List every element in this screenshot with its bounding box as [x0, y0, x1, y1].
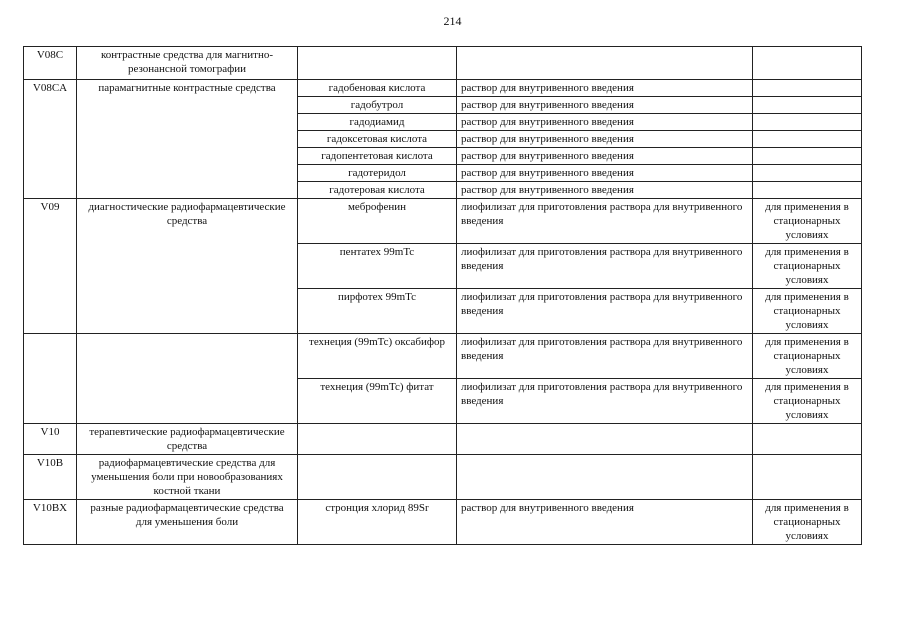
drug-name: гадотеридол	[298, 165, 457, 182]
drug-name	[298, 455, 457, 500]
drug-name: пирфотех 99mTc	[298, 289, 457, 334]
table-row	[24, 334, 862, 379]
dosage-form: лиофилизат для приготовления раствора для внутривенного введения	[457, 199, 753, 244]
table-row	[24, 424, 862, 455]
drug-name: гадобутрол	[298, 97, 457, 114]
usage-note: для применения в стационарных условиях	[753, 334, 862, 379]
usage-note	[753, 182, 862, 199]
group-name: терапевтические радиофармацевтические средства	[77, 424, 298, 455]
dosage-form: раствор для внутривенного введения	[457, 182, 753, 199]
table-row	[24, 199, 862, 244]
drug-name: технеция (99mTc) оксабифор	[298, 334, 457, 379]
usage-note	[753, 97, 862, 114]
drug-name: гадодиамид	[298, 114, 457, 131]
atc-code	[24, 334, 77, 424]
usage-note	[753, 455, 862, 500]
drug-name: гадобеновая кислота	[298, 80, 457, 97]
usage-note	[753, 114, 862, 131]
group-name: разные радиофармацевтические средства для уменьшения боли	[77, 500, 298, 545]
atc-code: V09	[24, 199, 77, 334]
dosage-form: лиофилизат для приготовления раствора для внутривенного введения	[457, 244, 753, 289]
dosage-form: раствор для внутривенного введения	[457, 165, 753, 182]
usage-note	[753, 148, 862, 165]
group-name: парамагнитные контрастные средства	[77, 80, 298, 199]
dosage-form: раствор для внутривенного введения	[457, 131, 753, 148]
dosage-form: раствор для внутривенного введения	[457, 114, 753, 131]
dosage-form: раствор для внутривенного введения	[457, 80, 753, 97]
drug-name: пентатех 99mTc	[298, 244, 457, 289]
dosage-form	[457, 424, 753, 455]
usage-note: для применения в стационарных условиях	[753, 199, 862, 244]
dosage-form: раствор для внутривенного введения	[457, 97, 753, 114]
drug-table	[23, 46, 862, 545]
table-row	[24, 455, 862, 500]
dosage-form	[457, 455, 753, 500]
group-name: контрастные средства для магнитно-резонансной томографии	[77, 47, 298, 80]
dosage-form: лиофилизат для приготовления раствора для внутривенного введения	[457, 334, 753, 379]
usage-note: для применения в стационарных условиях	[753, 289, 862, 334]
atc-code: V08CA	[24, 80, 77, 199]
drug-name	[298, 47, 457, 80]
usage-note	[753, 80, 862, 97]
usage-note: для применения в стационарных условиях	[753, 379, 862, 424]
dosage-form: лиофилизат для приготовления раствора для внутривенного введения	[457, 289, 753, 334]
dosage-form	[457, 47, 753, 80]
usage-note	[753, 165, 862, 182]
table-row	[24, 47, 862, 80]
drug-name	[298, 424, 457, 455]
drug-name: гадопентетовая кислота	[298, 148, 457, 165]
group-name: радиофармацевтические средства для уменьшения боли при новообразованиях костной ткани	[77, 455, 298, 500]
drug-name: стронция хлорид 89Sr	[298, 500, 457, 545]
usage-note	[753, 131, 862, 148]
page-number: 214	[443, 14, 462, 28]
group-name: диагностические радиофармацевтические средства	[77, 199, 298, 334]
drug-name: гадотеровая кислота	[298, 182, 457, 199]
table-row	[24, 80, 862, 97]
usage-note	[753, 47, 862, 80]
group-name	[77, 334, 298, 424]
drug-name: гадоксетовая кислота	[298, 131, 457, 148]
drug-name: технеция (99mTc) фитат	[298, 379, 457, 424]
atc-code: V10BX	[24, 500, 77, 545]
usage-note	[753, 424, 862, 455]
table-row	[24, 500, 862, 545]
atc-code: V10	[24, 424, 77, 455]
atc-code: V08C	[24, 47, 77, 80]
dosage-form: лиофилизат для приготовления раствора для внутривенного введения	[457, 379, 753, 424]
drug-name: меброфенин	[298, 199, 457, 244]
dosage-form: раствор для внутривенного введения	[457, 148, 753, 165]
usage-note: для применения в стационарных условиях	[753, 500, 862, 545]
atc-code: V10B	[24, 455, 77, 500]
dosage-form: раствор для внутривенного введения	[457, 500, 753, 545]
usage-note: для применения в стационарных условиях	[753, 244, 862, 289]
